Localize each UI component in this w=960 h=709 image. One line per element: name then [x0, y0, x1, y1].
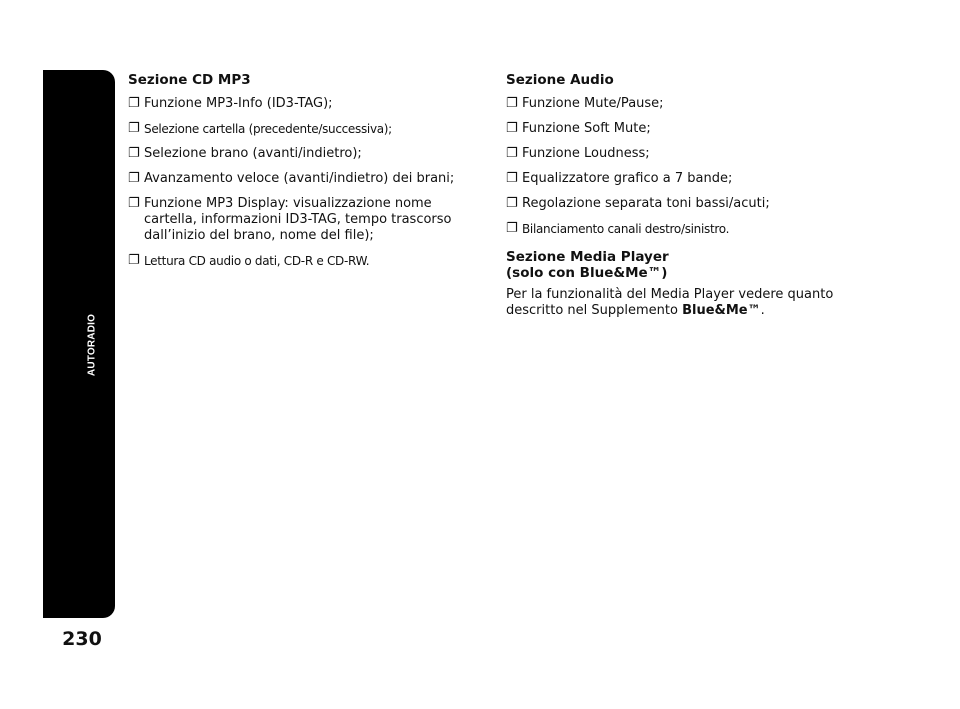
media-player-paragraph	[506, 287, 836, 319]
list-item	[128, 96, 488, 112]
media-player-text-end: .	[760, 303, 765, 318]
checkbox-bullet-icon: ❐	[506, 171, 518, 186]
checkbox-bullet-icon: ❐	[128, 253, 140, 268]
list-item-text: Funzione Soft Mute;	[522, 121, 651, 136]
list-item-text: Selezione brano (avanti/indietro);	[144, 146, 362, 161]
audio-feature-list	[506, 96, 836, 237]
heading-audio: Sezione Audio	[506, 72, 614, 88]
list-item-text: Equalizzatore grafico a 7 bande;	[522, 171, 733, 186]
list-item	[506, 171, 836, 187]
supplement-name: Blue&Me™	[682, 303, 761, 318]
section-side-label: AUTORADIO	[86, 313, 98, 377]
list-item-text: Bilanciamento canali destro/sinistro.	[522, 222, 730, 236]
list-item	[506, 221, 836, 237]
list-item	[128, 171, 488, 187]
checkbox-bullet-icon: ❐	[128, 171, 140, 186]
list-item-text: Funzione Loudness;	[522, 146, 650, 161]
left-column	[128, 72, 488, 278]
checkbox-bullet-icon: ❐	[506, 221, 518, 236]
list-item	[128, 196, 488, 244]
list-item	[506, 96, 836, 112]
list-item-text: Lettura CD audio o dati, CD-R e CD-RW.	[144, 254, 370, 268]
checkbox-bullet-icon: ❐	[506, 121, 518, 136]
checkbox-bullet-icon: ❐	[506, 96, 518, 111]
heading-media-player-note: (solo con Blue&Me™)	[506, 265, 668, 281]
list-item	[506, 121, 836, 137]
right-column	[506, 72, 836, 319]
media-player-text: Per la funzionalità del Media Player vedere quanto descritto nel Supplemento	[506, 287, 834, 318]
page-number: 230	[62, 628, 102, 650]
list-item-text: Selezione cartella (precedente/successiva);	[144, 122, 392, 136]
list-item	[506, 196, 836, 212]
list-item-text: Funzione MP3-Info (ID3-TAG);	[144, 96, 333, 111]
section-side-tab	[43, 70, 115, 618]
checkbox-bullet-icon: ❐	[506, 146, 518, 161]
list-item	[128, 253, 488, 269]
heading-cd-mp3: Sezione CD MP3	[128, 72, 251, 88]
checkbox-bullet-icon: ❐	[128, 121, 140, 136]
checkbox-bullet-icon: ❐	[128, 146, 140, 161]
list-item	[128, 121, 488, 137]
checkbox-bullet-icon: ❐	[128, 196, 140, 211]
heading-media-player	[506, 249, 836, 281]
checkbox-bullet-icon: ❐	[128, 96, 140, 111]
heading-media-player-title: Sezione Media Player	[506, 249, 669, 265]
list-item-text: Funzione Mute/Pause;	[522, 96, 664, 111]
list-item	[506, 146, 836, 162]
list-item-text: Regolazione separata toni bassi/acuti;	[522, 196, 770, 211]
checkbox-bullet-icon: ❐	[506, 196, 518, 211]
list-item	[128, 146, 488, 162]
list-item-text: Avanzamento veloce (avanti/indietro) dei brani;	[144, 171, 455, 186]
list-item-text: Funzione MP3 Display: visualizzazione nome cartella, informazioni ID3-TAG, tempo trascorso dall’inizio del brano, nome del file);	[144, 196, 452, 243]
cd-mp3-feature-list	[128, 96, 488, 269]
